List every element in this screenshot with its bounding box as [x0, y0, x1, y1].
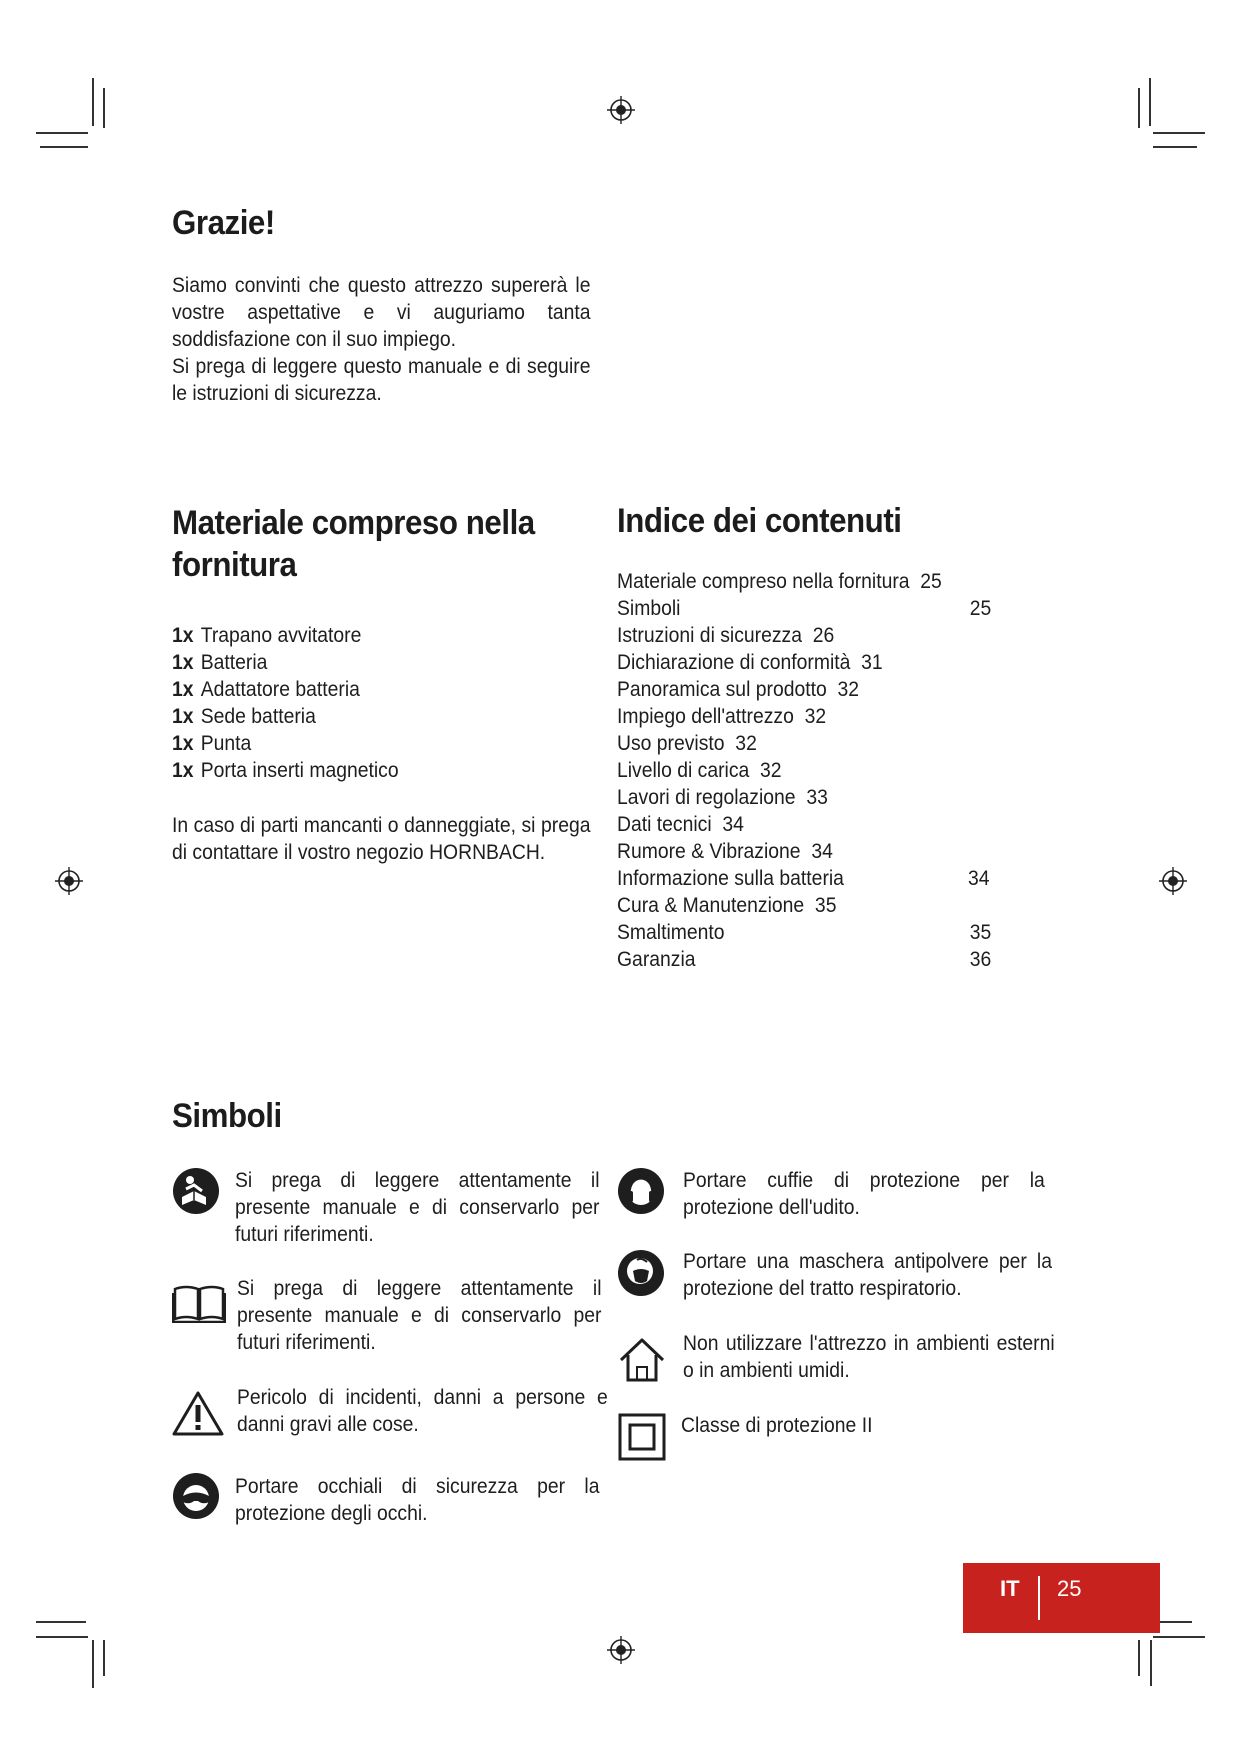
supply-qty: 1x — [172, 731, 194, 755]
toc-entry[interactable] — [617, 676, 1031, 703]
supply-qty: 1x — [172, 704, 194, 728]
symbol-description: Portare una maschera antipolvere per la protezione del tratto respiratorio. — [683, 1249, 1052, 1300]
supply-item — [172, 730, 251, 757]
symbol-description: Portare occhiali di sicurezza per la protezione degli occhi. — [235, 1474, 600, 1525]
supply-label: Sede batteria — [200, 704, 316, 728]
toc-entry-page: 32 — [760, 758, 782, 782]
registration-mark-icon — [607, 1636, 635, 1664]
toc-entry[interactable] — [617, 919, 1031, 946]
toc-entry[interactable] — [617, 838, 1031, 865]
symbol-description: Si prega di leggere attentamente il presente manuale e di conservarlo per futuri riferimenti. — [237, 1276, 602, 1354]
supply-item — [172, 703, 316, 730]
read-manual-icon — [172, 1167, 220, 1215]
toc-entry-label: Garanzia — [617, 947, 696, 971]
toc-entry-label: Livello di carica — [617, 758, 750, 782]
toc-entry-page: 25 — [920, 569, 942, 593]
toc-entry-label: Rumore & Vibrazione — [617, 839, 801, 863]
toc-entry[interactable] — [617, 784, 1031, 811]
supply-item — [172, 757, 399, 784]
toc-entry-page: 34 — [722, 812, 744, 836]
registration-mark-icon — [1159, 867, 1187, 895]
toc-entry[interactable] — [617, 649, 1031, 676]
registration-mark-icon — [607, 96, 635, 124]
symbol-description: Si prega di leggere attentamente il presente manuale e di conservarlo per futuri riferimenti. — [235, 1168, 600, 1246]
page-badge — [963, 1563, 1160, 1633]
toc-entry-page: 32 — [735, 731, 757, 755]
toc-list — [617, 568, 1031, 973]
indoor-only-house-icon — [617, 1337, 667, 1383]
toc-entry-label: Smaltimento — [617, 920, 725, 944]
supply-label: Trapano avvitatore — [200, 623, 362, 647]
toc-entry-label: Cura & Manutenzione — [617, 893, 805, 917]
supply-label: Batteria — [200, 650, 268, 674]
supply-item — [172, 649, 267, 676]
toc-entry-label: Uso previsto — [617, 731, 725, 755]
supply-qty: 1x — [172, 650, 194, 674]
toc-entry-label: Simboli — [617, 596, 681, 620]
toc-entry-page: 36 — [969, 947, 992, 971]
toc-entry[interactable] — [617, 865, 1031, 892]
ear-protection-icon — [617, 1167, 665, 1215]
toc-entry-label: Materiale compreso nella fornitura — [617, 569, 910, 593]
badge-divider — [1038, 1576, 1040, 1620]
toc-entry-label: Dichiarazione di conformità — [617, 650, 851, 674]
toc-entry[interactable] — [617, 730, 1031, 757]
toc-entry-page: 35 — [814, 893, 837, 917]
toc-entry[interactable] — [617, 757, 1031, 784]
open-book-icon — [172, 1283, 226, 1323]
registration-mark-icon — [55, 867, 83, 895]
thanks-paragraph: Siamo convinti che questo attrezzo supererà le vostre aspettative e vi auguriamo tanta soddisfazione con il suo impiego. — [172, 273, 591, 351]
toc-entry-page: 25 — [969, 596, 992, 620]
symbol-description: Portare cuffie di protezione per la protezione dell'udito. — [683, 1168, 1045, 1219]
supply-item — [172, 676, 360, 703]
symbol-description: Pericolo di incidenti, danni a persone e danni gravi alle cose. — [237, 1385, 608, 1436]
supply-qty: 1x — [172, 623, 194, 647]
toc-entry-label: Panoramica sul prodotto — [617, 677, 827, 701]
supply-qty: 1x — [172, 758, 194, 782]
toc-entry-page: 32 — [837, 677, 860, 701]
supply-qty: 1x — [172, 677, 194, 701]
toc-entry-page: 33 — [806, 785, 828, 809]
toc-entry-page: 31 — [861, 650, 883, 674]
toc-entry[interactable] — [617, 622, 1031, 649]
symbol-description: Non utilizzare l'attrezzo in ambienti esterni o in ambienti umidi. — [683, 1331, 1055, 1382]
thanks-paragraph: Si prega di leggere questo manuale e di seguire le istruzioni di sicurezza. — [172, 354, 591, 405]
supply-title: Materiale compreso nella fornitura — [172, 504, 535, 584]
symbols-title: Simboli — [172, 1097, 282, 1135]
supply-label: Punta — [200, 731, 252, 755]
supply-note: In caso di parti mancanti o danneggiate, si prega di contattare il vostro negozio HORNBACH. — [172, 813, 591, 864]
toc-entry[interactable] — [617, 568, 1031, 595]
toc-entry[interactable] — [617, 892, 1031, 919]
toc-entry-page: 34 — [968, 866, 990, 890]
protection-class-2-icon — [618, 1413, 666, 1461]
supply-label: Adattatore batteria — [200, 677, 360, 701]
page-number: 25 — [1057, 1576, 1082, 1601]
warning-triangle-icon — [172, 1390, 224, 1436]
thanks-title: Grazie! — [172, 204, 275, 242]
safety-goggles-icon — [172, 1472, 220, 1520]
toc-entry-page: 32 — [804, 704, 827, 728]
toc-entry[interactable] — [617, 703, 1031, 730]
toc-entry-label: Dati tecnici — [617, 812, 712, 836]
symbol-description: Classe di protezione II — [681, 1413, 873, 1437]
dust-mask-icon — [617, 1249, 665, 1297]
toc-entry[interactable] — [617, 595, 1031, 622]
toc-entry-page: 35 — [969, 920, 992, 944]
toc-entry-label: Istruzioni di sicurezza — [617, 623, 802, 647]
toc-entry-page: 34 — [811, 839, 833, 863]
supply-label: Porta inserti magnetico — [200, 758, 399, 782]
toc-entry-page: 26 — [812, 623, 835, 647]
toc-entry-label: Informazione sulla batteria — [617, 866, 844, 890]
toc-entry[interactable] — [617, 811, 1031, 838]
language-code: IT — [1000, 1576, 1020, 1601]
toc-entry[interactable] — [617, 946, 1031, 973]
toc-entry-label: Impiego dell'attrezzo — [617, 704, 794, 728]
toc-title: Indice dei contenuti — [617, 502, 902, 540]
toc-entry-label: Lavori di regolazione — [617, 785, 796, 809]
supply-item — [172, 622, 361, 649]
